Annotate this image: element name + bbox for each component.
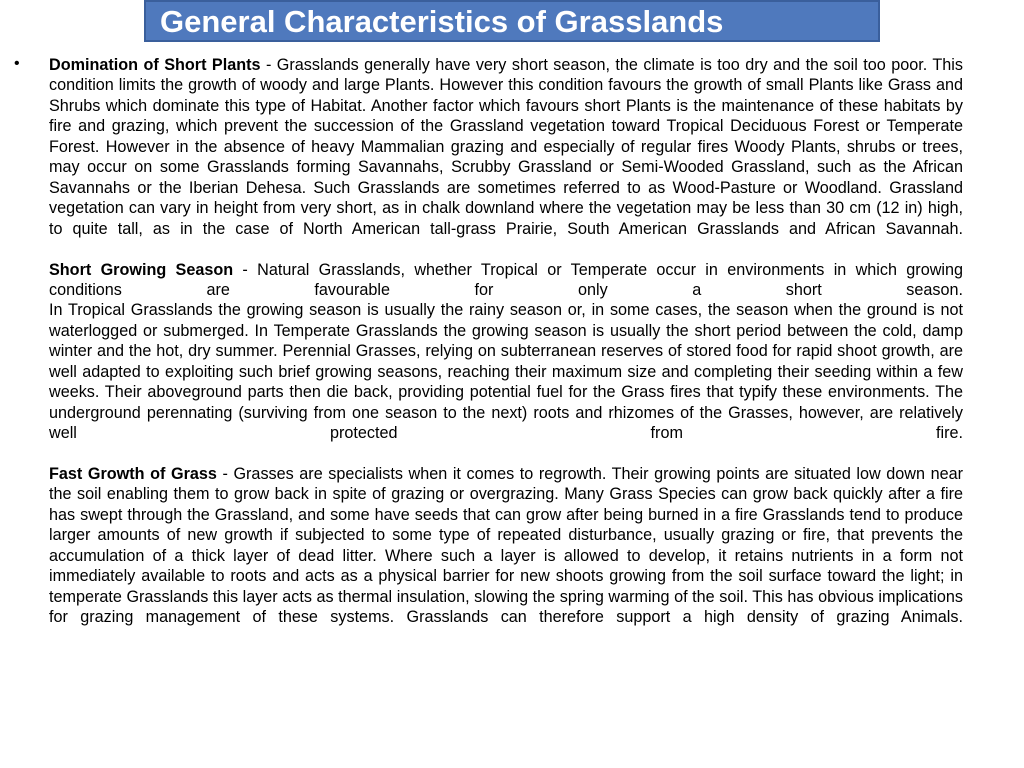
section-fast-growth-paragraph bbox=[49, 464, 963, 628]
section-domination-text: Grasslands generally have very short season, the climate is too dry and the soil too poor. This condition limits the growth of woody and large Plants. However this condition favours the growth of small Plants like Grass and Shrubs which dominate this type of Habitat. Another factor which favours short Plants is the maintenance of these habitats by fire and grazing, which prevent the succession of the Grassland vegetation toward Tropical Deciduous Forest or Temperate Forest. However in the absence of heavy Mammalian grazing and especially of regular fires Woody Plants, shrubs or trees, may occur on some Grasslands forming Savannahs, Scrubby Grassland or Semi-Wooded Grassland, such as the African Savannahs or the Iberian Dehesa. Such Grasslands are sometimes referred to as Wood-Pasture or Woodland. Grassland vegetation can vary in height from very short, as in chalk downland where the vegetation may be less than 30 cm (12 in) high, to quite tall, as in the case of North American tall-grass Prairie, South American Grasslands and African Savannah. bbox=[49, 56, 963, 238]
section-domination-paragraph bbox=[49, 55, 963, 239]
slide-body bbox=[49, 55, 963, 628]
paragraph-gap bbox=[49, 444, 963, 464]
section-short-season-paragraph bbox=[49, 260, 963, 301]
section-domination-heading: Domination of Short Plants bbox=[49, 56, 261, 74]
heading-separator: - bbox=[216, 465, 234, 484]
bullet-marker: • bbox=[14, 55, 20, 72]
section-fast-growth-text: Grasses are specialists when it comes to regrowth. Their growing points are situated low down near the soil enabling them to grow back in spite of grazing or overgrazing. Many Grass Species can grow back quickly after a fire has swept through the Grassland, and some have seeds that can grow after being burned in a fire Grasslands tend to produce larger amounts of new growth if subjected to some type of repeated disturbance, usually grazing or fire, that prevents the accumulation of a thick layer of dead litter. Where such a layer is allowed to develop, it retains nutrients in a form not immediately available to roots and acts as a physical barrier for new shoots growing from the soil surface toward the light; in temperate Grasslands this layer acts as thermal insulation, slowing the spring warming of the soil. This has obvious implications for grazing management of these systems. Grasslands can therefore support a high density of grazing Animals. bbox=[49, 465, 963, 627]
section-short-season-heading: Short Growing Season bbox=[49, 260, 234, 279]
slide-title: General Characteristics of Grasslands bbox=[160, 4, 724, 39]
section-short-season-text-2: In Tropical Grasslands the growing season is usually the rainy season or, in some cases, the season when the ground is not waterlogged or submerged. In Temperate Grasslands the growing season is usually the short period between the cold, damp winter and the hot, dry summer. Perennial Grasses, relying on subterranean reserves of stored food for rapid shoot growth, are well adapted to exploiting such brief growing seasons, reaching their maximum size and completing their seeding within a few weeks. Their aboveground parts then die back, providing potential fuel for the Grass fires that typify these environments. The underground perennating (surviving from one season to the next) roots and rhizomes of the Grasses, however, are relatively well protected from fire. bbox=[49, 301, 963, 443]
paragraph-gap bbox=[49, 239, 963, 259]
section-fast-growth-heading: Fast Growth of Grass bbox=[49, 465, 217, 484]
slide-title-box bbox=[144, 0, 880, 42]
section-short-season-text-1: Natural Grasslands, whether Tropical or Temperate occur in environments in which growing conditions are favourable for only a short season. bbox=[49, 260, 963, 299]
heading-separator: - bbox=[233, 260, 258, 279]
heading-separator: - bbox=[260, 56, 277, 74]
section-short-season-paragraph-2 bbox=[49, 300, 963, 443]
